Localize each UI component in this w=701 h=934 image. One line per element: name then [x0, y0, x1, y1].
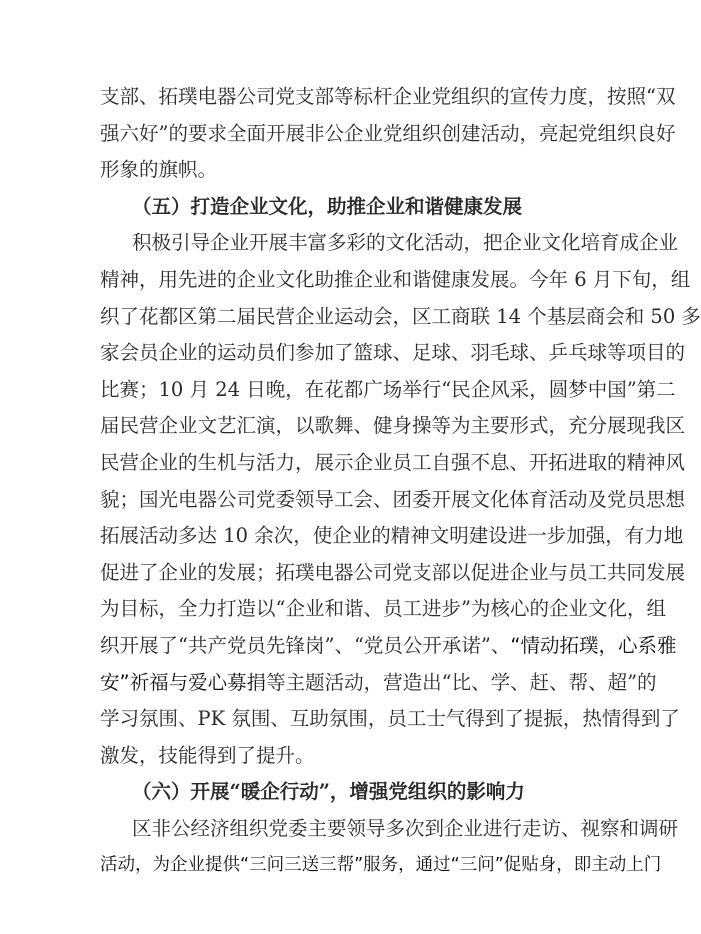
text-line: 家会员企业的运动员们参加了篮球、足球、羽毛球、乒乓球等项目的: [100, 341, 686, 365]
text-line: 积极引导企业开展丰富多彩的文化活动，把企业文化培育成企业: [132, 231, 679, 255]
text-line: 激发，技能得到了提升。: [100, 743, 315, 767]
section-heading-6: （六）开展“暖企行动”，增强党组织的影响力: [132, 780, 525, 804]
paragraph: [100, 85, 676, 195]
text-line: 拓展活动多达 10 余次，使企业的精神文明建设进一步加强，有力地: [100, 524, 684, 548]
section-heading-5: （五）打造企业文化，助推企业和谐健康发展: [132, 194, 523, 218]
text-line: 强六好”的要求全面开展非公企业党组织创建活动，亮起党组织良好: [100, 121, 676, 145]
text-segment: 织开展了“共产党员先锋岗”、“党员公开承诺”、: [100, 633, 511, 657]
text-line: 届民营企业文艺汇演，以歌舞、健身操等为主要形式，充分展现我区: [100, 414, 686, 438]
text-line: 学习氛围、PK 氛围、互助氛围，员工士气得到了提振，热情得到了: [100, 707, 680, 731]
text-segment: 等主题活动，营造出“比、学、赶、帮、超”的: [266, 670, 657, 694]
text-segment-emphasis: 安”祈福与爱心募捐: [100, 670, 267, 694]
text-line: [100, 633, 677, 671]
text-segment-emphasis: “情动拓璞，心系雅: [510, 633, 677, 657]
document-page: [100, 85, 701, 890]
text-line: 为目标，全力打造以“企业和谐、员工进步”为核心的企业文化，组: [100, 597, 666, 621]
text-line: 织了花都区第二届民营企业运动会，区工商联 14 个基层商会和 50 多: [100, 304, 701, 328]
text-line: [100, 670, 657, 708]
text-line: 形象的旗帜。: [100, 158, 218, 182]
paragraph: [100, 816, 679, 890]
text-line: 促进了企业的发展；拓璞电器公司党支部以促进企业与员工共同发展: [100, 560, 686, 584]
text-line: 精神，用先进的企业文化助推企业和谐健康发展。今年 6 月下旬，组: [100, 267, 691, 291]
text-line: 活动，为企业提供“三问三送三帮”服务，通过“三问”促贴身，即主动上门: [100, 855, 662, 876]
text-line: 比赛；10 月 24 日晚，在花都广场举行“民企风采，圆梦中国”第二: [100, 377, 676, 401]
paragraph: [100, 231, 701, 780]
text-line: 支部、拓璞电器公司党支部等标杆企业党组织的宣传力度，按照“双: [100, 85, 676, 108]
text-line: 貌；国光电器公司党委领导工会、团委开展文化体育活动及党员思想: [100, 487, 686, 511]
text-line: 民营企业的生机与活力，展示企业员工自强不息、开拓进取的精神风: [100, 450, 686, 474]
text-line: 区非公经济组织党委主要领导多次到企业进行走访、视察和调研: [132, 816, 679, 840]
